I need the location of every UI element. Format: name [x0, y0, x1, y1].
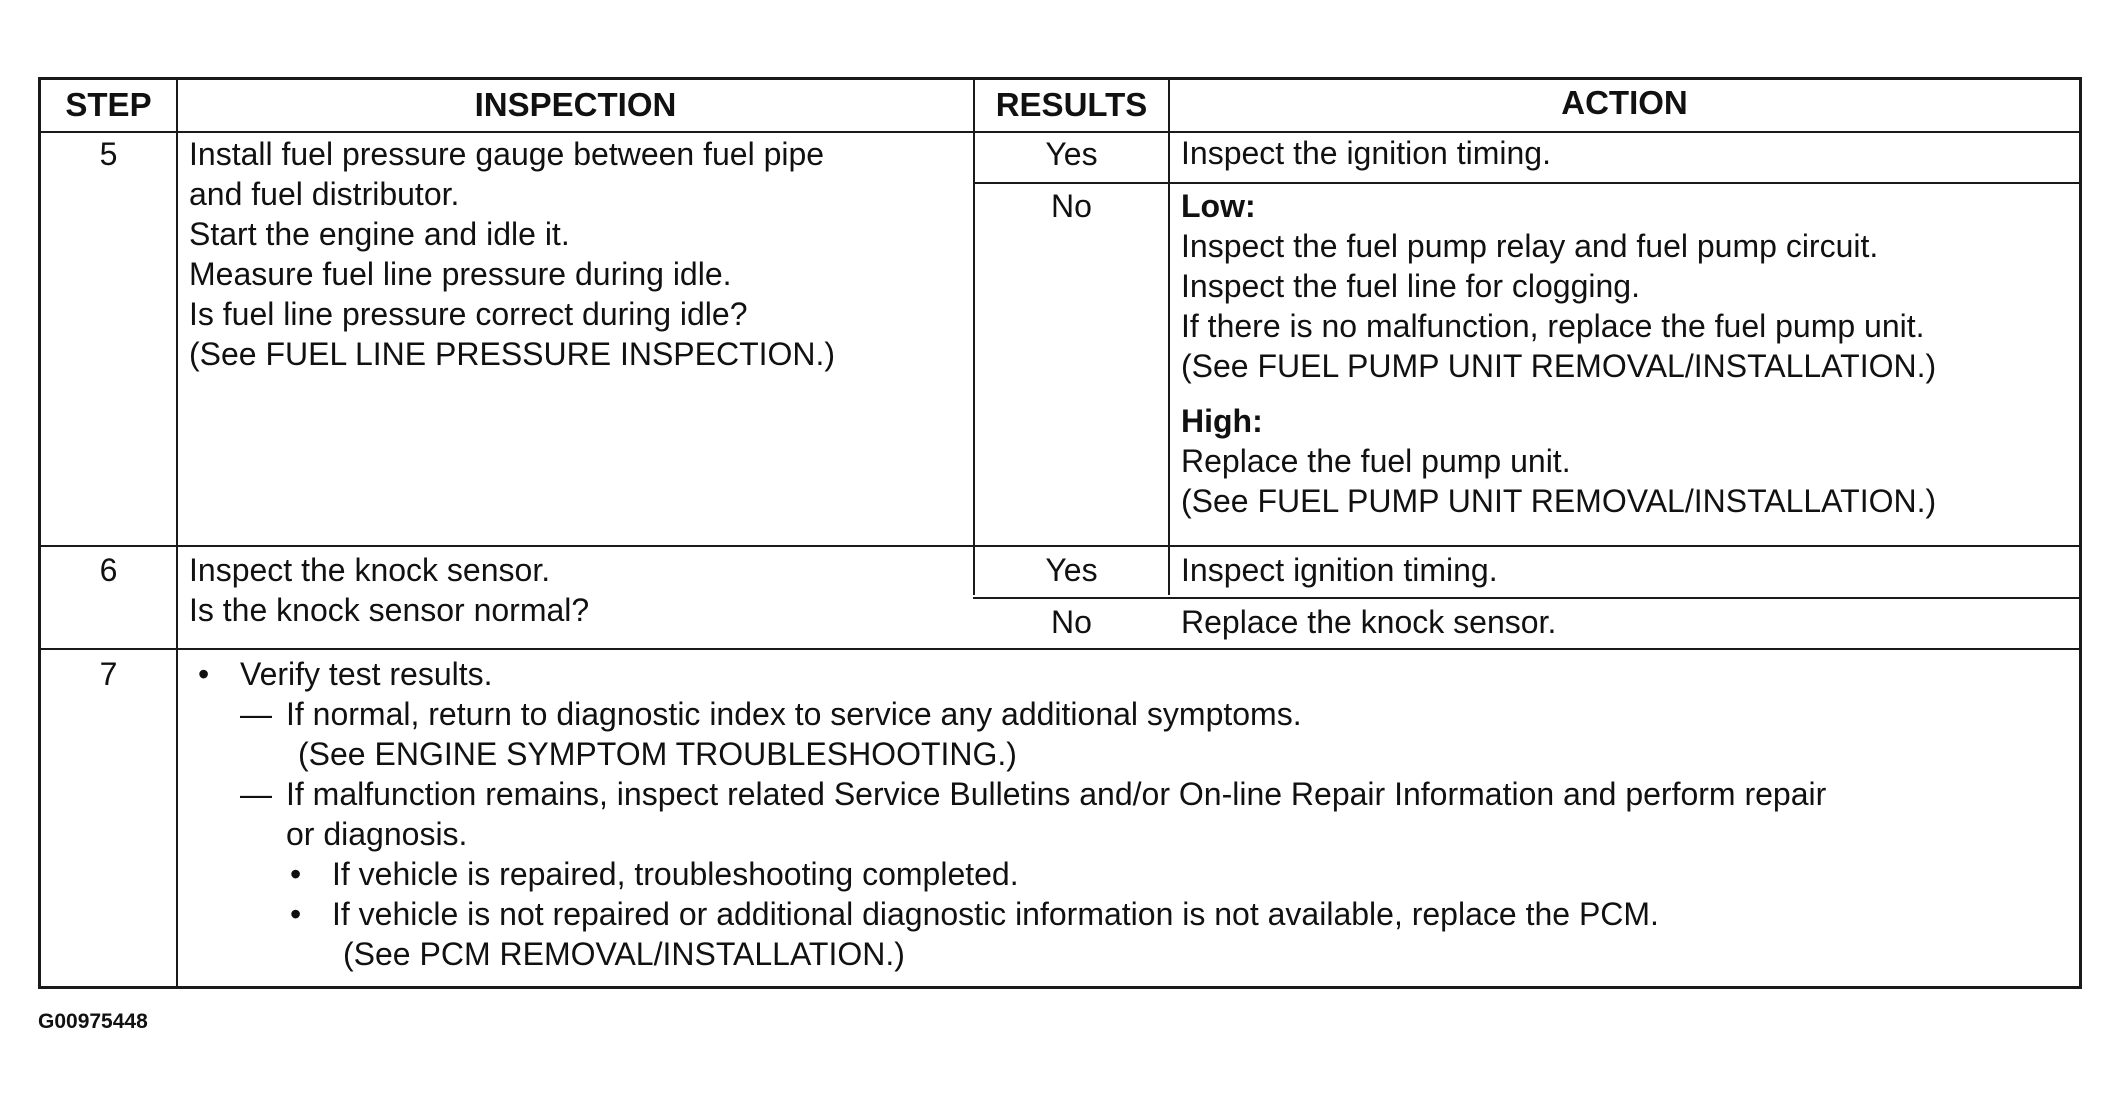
list-item-text: If normal, return to diagnostic index to service any additional symptoms.	[286, 696, 1302, 732]
inspection-line: Start the engine and idle it.	[189, 216, 570, 252]
header-inspection: INSPECTION	[474, 86, 677, 123]
action-line: (See FUEL PUMP UNIT REMOVAL/INSTALLATION.)	[1181, 348, 1937, 384]
action-line: Inspect the fuel line for clogging.	[1181, 268, 1640, 304]
figure-id: G00975448	[38, 1010, 148, 1033]
list-item	[196, 854, 2066, 894]
col-divider-results	[1168, 80, 1170, 595]
action-text	[1181, 186, 1936, 386]
list-item-text: If malfunction remains, inspect related Service Bulletins and/or On-line Repair Information and perform repair	[286, 776, 1827, 812]
col-divider-step	[176, 80, 178, 986]
inspection-text	[189, 134, 835, 374]
list-item-text: If vehicle is repaired, troubleshooting completed.	[332, 856, 1019, 892]
list-item	[196, 774, 2066, 814]
result-no: No	[1051, 604, 1092, 640]
inspection-line: Install fuel pressure gauge between fuel pipe	[189, 136, 825, 172]
step-number: 7	[99, 656, 118, 692]
result-yes: Yes	[1045, 552, 1098, 588]
row6-yes-divider	[973, 597, 2079, 599]
bullet-icon: •	[290, 896, 302, 932]
dash-icon: —	[240, 776, 272, 812]
bullet-icon: •	[290, 856, 302, 892]
step-number: 6	[99, 552, 118, 588]
list-item-text: (See PCM REMOVAL/INSTALLATION.)	[343, 936, 905, 972]
action-line: If there is no malfunction, replace the fuel pump unit.	[1181, 308, 1925, 344]
step-number: 5	[99, 136, 118, 172]
inspection-line: and fuel distributor.	[189, 176, 460, 212]
verify-text	[196, 654, 2066, 974]
action-line: (See FUEL PUMP UNIT REMOVAL/INSTALLATION.)	[1181, 483, 1937, 519]
action-text: Inspect the ignition timing.	[1181, 135, 1551, 171]
header-action: ACTION	[1561, 84, 1688, 121]
result-yes: Yes	[1045, 136, 1098, 172]
result-no: No	[1051, 188, 1092, 224]
action-text	[1181, 401, 1936, 521]
list-item-text: or diagnosis.	[286, 816, 468, 852]
bullet-icon: •	[198, 656, 210, 692]
list-item-text: (See ENGINE SYMPTOM TROUBLESHOOTING.)	[298, 736, 1017, 772]
list-item	[196, 654, 2066, 694]
action-line: Replace the fuel pump unit.	[1181, 443, 1571, 479]
row5-yes-divider	[973, 182, 2079, 184]
inspection-line: (See FUEL LINE PRESSURE INSPECTION.)	[189, 336, 836, 372]
inspection-line: Is fuel line pressure correct during idle?	[189, 296, 748, 332]
list-item	[196, 894, 2066, 934]
low-label: Low:	[1181, 188, 1256, 224]
header-divider	[41, 131, 2079, 133]
troubleshooting-table	[38, 77, 2082, 989]
row6-bottom-divider	[41, 648, 2079, 650]
inspection-line: Inspect the knock sensor.	[189, 552, 551, 588]
row5-bottom-divider	[41, 545, 2079, 547]
high-label: High:	[1181, 403, 1263, 439]
dash-icon: —	[240, 696, 272, 732]
list-item	[196, 694, 2066, 734]
list-item-text: Verify test results.	[240, 656, 493, 692]
inspection-line: Is the knock sensor normal?	[189, 592, 590, 628]
inspection-line: Measure fuel line pressure during idle.	[189, 256, 732, 292]
inspection-text	[189, 550, 589, 630]
action-text: Replace the knock sensor.	[1181, 604, 1557, 640]
header-results: RESULTS	[995, 86, 1148, 123]
action-line: Inspect the fuel pump relay and fuel pump circuit.	[1181, 228, 1879, 264]
header-step: STEP	[65, 86, 152, 123]
list-item-text: If vehicle is not repaired or additional diagnostic information is not available, replace the PCM.	[332, 896, 1659, 932]
action-text: Inspect ignition timing.	[1181, 552, 1498, 588]
